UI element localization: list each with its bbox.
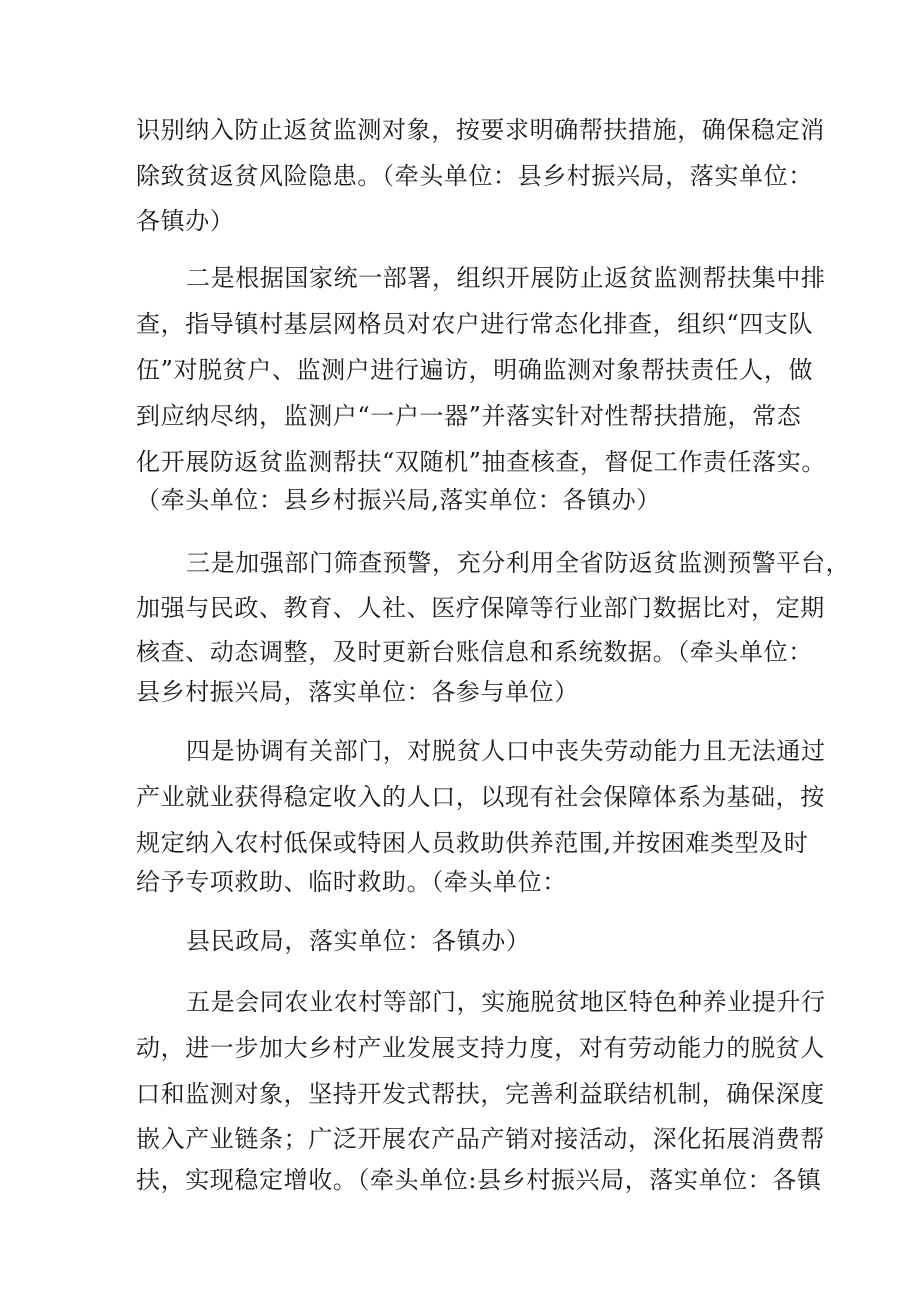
text-line: 核查、动态调整，及时更新台账信息和系统数据。（牵头单位： [136, 638, 813, 666]
text-line: 加强与民政、教育、人社、医疗保障等行业部门数据比对，定期 [136, 594, 825, 622]
paragraph-4-line: 四是协调有关部门，对脱贫人口中丧失劳动能力且无法通过 [186, 737, 826, 765]
text-line: 扶，实现稳定增收。（牵头单位:县乡村振兴局，落实单位：各镇 [136, 1166, 822, 1194]
text-line: 县乡村振兴局，落实单位：各参与单位） [136, 678, 579, 706]
text-line: 化开展防返贫监测帮扶“双随机”抽查核查，督促工作责任落实。 [136, 448, 826, 476]
paragraph-3-line: 三是加强部门筛查预警，充分利用全省防返贫监测预警平台， [186, 549, 851, 577]
text-line: 产业就业获得稳定收入的人口，以现有社会保障体系为基础，按 [136, 783, 825, 811]
text-line: 嵌入产业链条；广泛开展农产品产销对接活动，深化拓展消费帮 [136, 1125, 825, 1153]
text-line: 口和监测对象，坚持开发式帮扶，完善利益联结机制，确保深度 [136, 1080, 825, 1108]
text-line: 动，进一步加大乡村产业发展支持力度，对有劳动能力的脱贫人 [136, 1034, 825, 1062]
text-line: 规定纳入农村低保或特困人员救助供养范围,并按困难类型及时 [136, 829, 809, 857]
text-line: （牵头单位：县乡村振兴局,落实单位：各镇办） [136, 486, 661, 514]
paragraph-5-line: 县民政局，落实单位：各镇办） [186, 927, 531, 955]
text-line: 识别纳入防止返贫监测对象，按要求明确帮扶措施，确保稳定消 [136, 116, 825, 144]
text-line: 各镇办） [136, 207, 235, 235]
paragraph-6-line: 五是会同农业农村等部门，实施脱贫地区特色种养业提升行 [186, 988, 826, 1016]
paragraph-2-line: 二是根据国家统一部署，组织开展防止返贫监测帮扶集中排 [186, 264, 826, 292]
text-line: 伍”对脱贫户、监测户进行遍访，明确监测对象帮扶责任人，做 [136, 356, 814, 384]
text-line: 到应纳尽纳，监测户“一户一器”并落实针对性帮扶措施，常态 [136, 402, 802, 430]
text-line: 查，指导镇村基层网格员对农户进行常态化排查，组织“四支队 [136, 310, 814, 338]
text-line: 给予专项救助、临时救助。（牵头单位： [136, 868, 567, 896]
text-line: 除致贫返贫风险隐患。（牵头单位：县乡村振兴局，落实单位： [136, 162, 813, 190]
